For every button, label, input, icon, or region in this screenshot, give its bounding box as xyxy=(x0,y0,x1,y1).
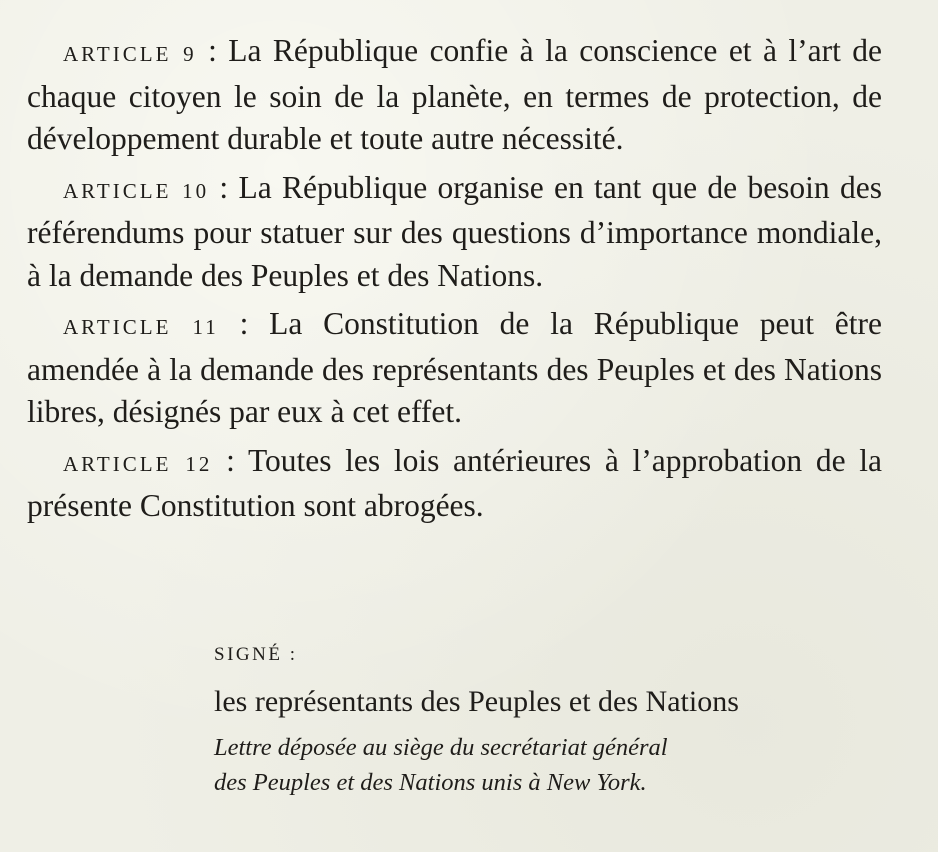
signed-label: SIGNÉ : xyxy=(214,644,298,665)
article-text: La République organise en tant que de besoin des référendums pour statuer sur des questions d’importance mondiale, à la demande des Peuples et des Nations. xyxy=(27,169,882,293)
article-separator: : xyxy=(196,33,229,68)
article-separator: : xyxy=(212,442,248,478)
articles-section xyxy=(27,30,882,534)
article-label: ARTICLE 12 xyxy=(63,451,213,476)
article-text: Toutes les lois antérieures à l’approbation de la présente Constitution sont abrogées. xyxy=(27,442,882,523)
article-11 xyxy=(27,303,882,434)
deposit-note-line-2: des Peuples et des Nations unis à New York. xyxy=(214,769,647,796)
article-separator: : xyxy=(218,306,270,341)
signature-block xyxy=(214,640,894,800)
article-label: ARTICLE 10 xyxy=(63,178,210,203)
article-12 xyxy=(27,440,882,528)
signatories-line: les représentants des Peuples et des Nations xyxy=(214,685,739,718)
article-9 xyxy=(27,30,882,161)
article-separator: : xyxy=(209,169,239,205)
article-label: ARTICLE 9 xyxy=(63,42,197,66)
article-10 xyxy=(27,167,882,298)
deposit-note-line-1: Lettre déposée au siège du secrétariat général xyxy=(214,734,668,761)
article-text: La République confie à la conscience et à l’art de chaque citoyen le soin de la planète, en termes de protection, de développement durable et toute autre nécessité. xyxy=(27,33,882,156)
article-text: La Constitution de la République peut être amendée à la demande des représentants des Peuples et des Nations libres, désignés par eux à cet effet. xyxy=(27,306,882,429)
article-label: ARTICLE 11 xyxy=(63,315,219,339)
